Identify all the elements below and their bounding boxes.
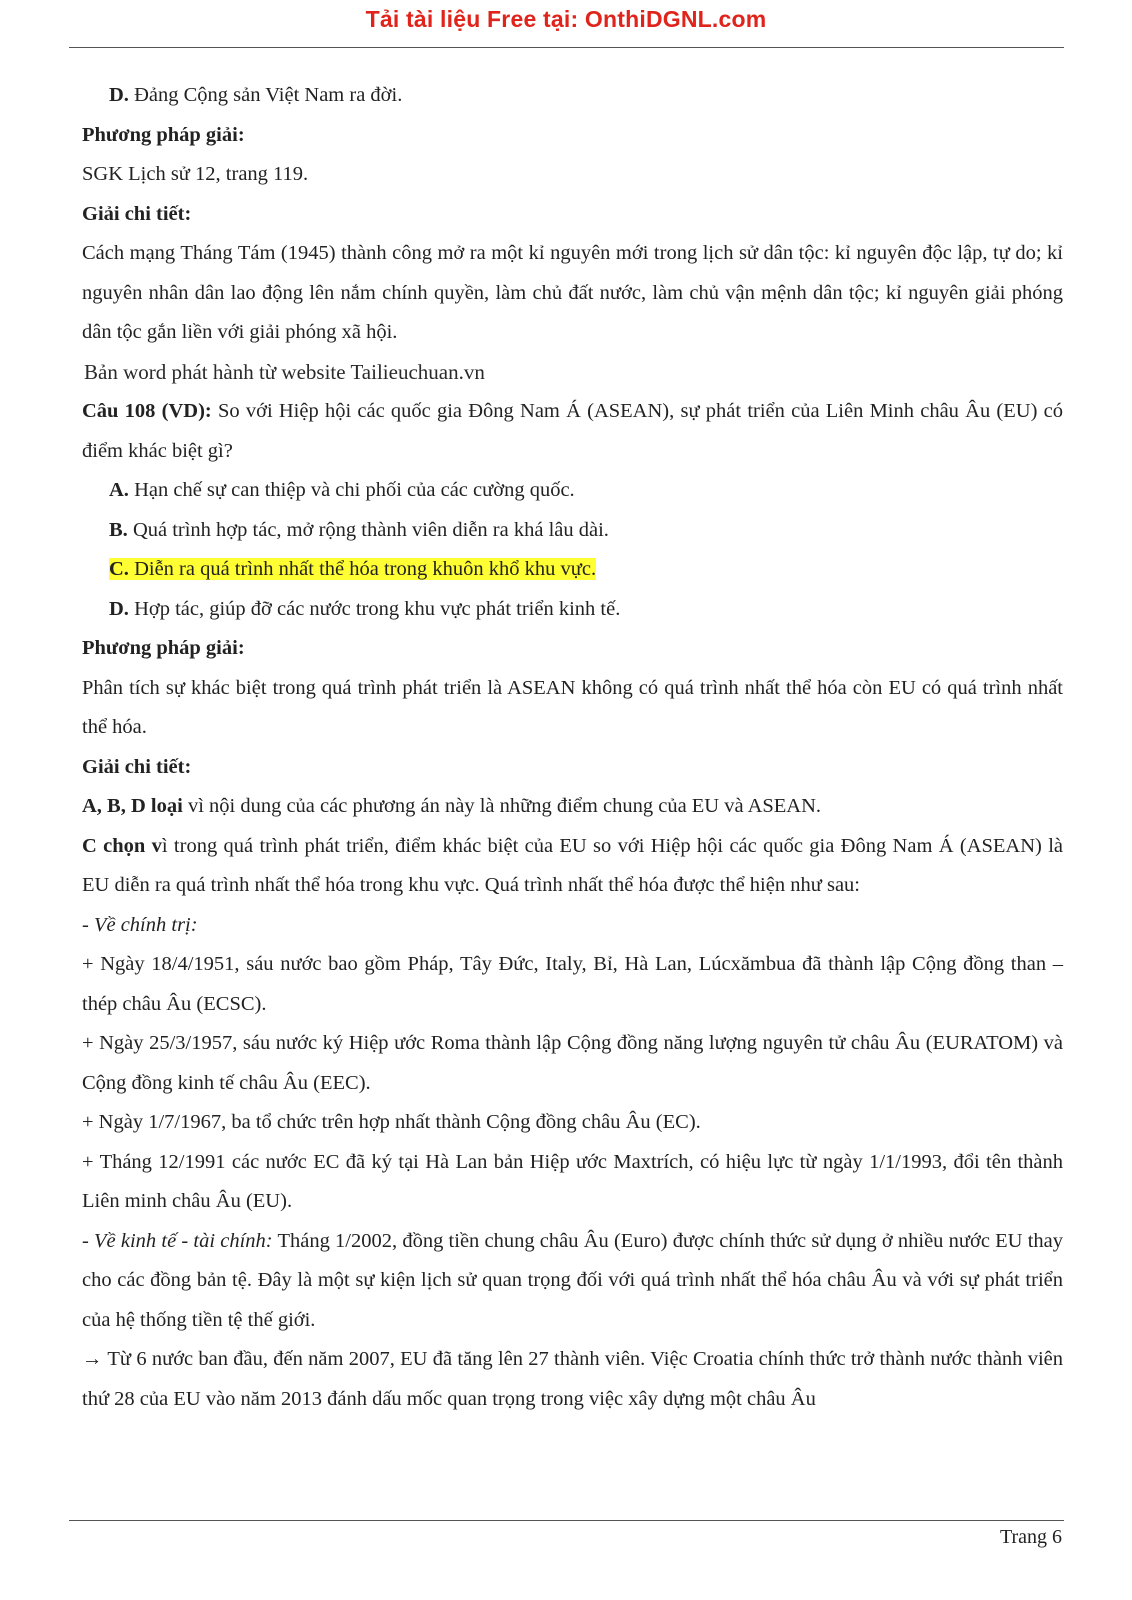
economy-heading: - Về kinh tế - tài chính:	[82, 1229, 273, 1252]
header-divider	[69, 47, 1064, 48]
prev-method-heading: Phương pháp giải:	[82, 123, 245, 146]
detail-heading: Giải chi tiết:	[82, 755, 192, 778]
option-label: A.	[109, 479, 129, 501]
c-label: C chọn v	[82, 834, 162, 857]
option-b	[82, 511, 1063, 551]
watermark-text: Bản word phát hành từ website Tailieuchuan.vn	[84, 359, 485, 384]
answer-highlight	[109, 558, 596, 580]
prev-detail-text: Cách mạng Tháng Tám (1945) thành công mở ra một kỉ nguyên mới trong lịch sử dân tộc: kỉ nguyên độc lập, tự do; kỉ nguyên nhân dân lao động lên nắm chính quyền, làm chủ đất nước, làm chủ vận mệnh dân tộc; kỉ nguyên giải phóng dân tộc gắn liền với giải phóng xã hội.	[82, 242, 1063, 343]
footer-divider	[69, 1520, 1064, 1521]
politics-item: + Ngày 25/3/1957, sáu nước ký Hiệp ước Roma thành lập Cộng đồng năng lượng nguyên tử châu Âu (EURATOM) và Cộng đồng kinh tế châu Âu (EEC).	[82, 1032, 1063, 1094]
option-label: B.	[109, 518, 128, 541]
politics-item: + Ngày 18/4/1951, sáu nước bao gồm Pháp, Tây Đức, Italy, Bỉ, Hà Lan, Lúcxămbua đã thành lập Cộng đồng than – thép châu Âu (ECSC).	[82, 953, 1063, 1015]
expansion-paragraph: → Từ 6 nước ban đầu, đến năm 2007, EU đã tăng lên 27 thành viên. Việc Croatia chính thức trở thành nước thành viên thứ 28 của EU vào năm 2013 đánh dấu mốc quan trọng trong việc xây dựng một châu Âu	[82, 1348, 1063, 1410]
option-d	[82, 590, 1063, 630]
option-c-correct	[82, 550, 1063, 590]
prev-option-d	[82, 76, 1063, 116]
politics-heading: - Về chính trị:	[82, 913, 198, 936]
economy-text: Tháng 1/2002, đồng tiền chung châu Âu (Euro) được chính thức sử dụng ở nhiều nước EU thay cho các đồng bản tệ. Đây là một sự kiện lịch sử quan trọng đối với quá trình nhất thể hóa châu Âu và với sự phát triển của hệ thống tiền tệ thế giới.	[82, 1229, 1063, 1331]
abd-explanation	[82, 787, 1063, 827]
page-content	[82, 76, 1063, 1419]
question-label: Câu 108 (VD):	[82, 400, 212, 422]
method-heading: Phương pháp giải:	[82, 637, 245, 659]
c-explanation	[82, 827, 1063, 906]
prev-detail-heading: Giải chi tiết:	[82, 202, 192, 225]
header-banner[interactable]: Tải tài liệu Free tại: OnthiDGNL.com	[365, 6, 767, 32]
abd-text: vì nội dung của các phương án này là những điểm chung của EU và ASEAN.	[182, 795, 822, 817]
option-text: Hợp tác, giúp đỡ các nước trong khu vực phát triển kinh tế.	[128, 597, 621, 620]
prev-method-text: SGK Lịch sử 12, trang 119.	[82, 163, 309, 185]
method-text: Phân tích sự khác biệt trong quá trình phát triển là ASEAN không có quá trình nhất thể hóa còn EU có quá trình nhất thể hóa.	[82, 676, 1063, 738]
page-number: Trang 6	[999, 1526, 1062, 1548]
abd-label: A, B, D loại	[82, 795, 183, 817]
politics-item: + Tháng 12/1991 các nước EC đã ký tại Hà Lan bản Hiệp ước Maxtrích, có hiệu lực từ ngày 1/1/1993, đổi tên thành Liên minh châu Âu (EU).	[82, 1150, 1063, 1212]
option-label: C.	[109, 558, 129, 580]
option-text: Quá trình hợp tác, mở rộng thành viên diễn ra khá lâu dài.	[127, 518, 609, 541]
question-text: So với Hiệp hội các quốc gia Đông Nam Á (ASEAN), sự phát triển của Liên Minh châu Âu (EU) có điểm khác biệt gì?	[82, 400, 1063, 462]
question-stem	[82, 392, 1063, 471]
option-text: Hạn chế sự can thiệp và chi phối của các cường quốc.	[128, 479, 575, 501]
economy-paragraph	[82, 1222, 1063, 1341]
politics-item: + Ngày 1/7/1967, ba tổ chức trên hợp nhất thành Cộng đồng châu Âu (EC).	[82, 1111, 701, 1133]
option-text: Diễn ra quá trình nhất thể hóa trong khuôn khổ khu vực.	[128, 558, 597, 580]
c-text: ì trong quá trình phát triển, điểm khác biệt của EU so với Hiệp hội các quốc gia Đông Nam Á (ASEAN) là EU diễn ra quá trình nhất thể hóa trong khu vực. Quá trình nhất thể hóa được thể hiện như sau:	[82, 834, 1063, 896]
option-label: D.	[109, 597, 129, 620]
option-a	[82, 471, 1063, 511]
option-label: D.	[109, 84, 129, 106]
option-text: Đảng Cộng sản Việt Nam ra đời.	[128, 84, 403, 106]
